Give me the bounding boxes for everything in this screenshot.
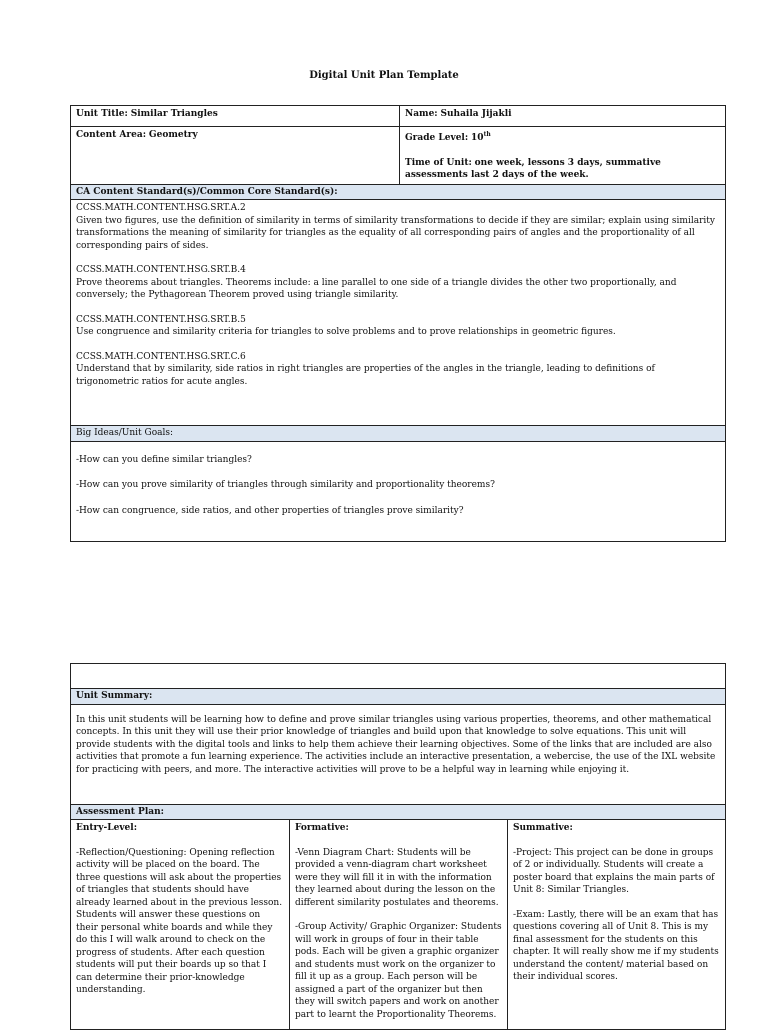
content-area-value: Geometry: [148, 130, 198, 140]
standard-item: [76, 264, 720, 302]
grade-label: Grade Level:: [405, 133, 469, 143]
goal-item: -How can you define similar triangles?: [76, 454, 252, 465]
summary-cell: [71, 704, 726, 804]
standard-item: [76, 351, 720, 389]
standard-text: Given two figures, use the definition of similarity in terms of similarity transformations to decide if they are similar; explain using similarity transformations the meaning of similarity for triangles as the equality of all corresponding pairs of angles and the proportionality of all corresponding pairs of sides.: [76, 215, 715, 251]
document-title: Digital Unit Plan Template: [309, 70, 459, 81]
standard-text: Prove theorems about triangles. Theorems include: a line parallel to one side of a triangle divides the other two proportionally, and conversely; the Pythagorean Theorem proved using triangle similarity.: [76, 277, 677, 300]
standard-text: Understand that by similarity, side ratios in right triangles are properties of the angles in the triangle, leading to definitions of trigonometric ratios for acute angles.: [76, 364, 655, 387]
blank-row: [71, 664, 726, 689]
name-value: Suhaila Jijakli: [440, 109, 512, 119]
standard-code: CCSS.MATH.CONTENT.HSG.SRT.B.5: [76, 314, 246, 325]
unit-title-label: Unit Title:: [76, 109, 128, 119]
summary-header: Unit Summary:: [71, 689, 726, 705]
standards-cell: [71, 200, 726, 426]
standard-item: [76, 202, 720, 252]
unit-title-value: Similar Triangles: [130, 109, 218, 119]
standard-code: CCSS.MATH.CONTENT.HSG.SRT.C.6: [76, 351, 246, 362]
grade-value: 10: [471, 133, 484, 143]
grade-time-cell: [400, 127, 726, 185]
summative-text: -Exam: Lastly, there will be an exam that has questions covering all of Unit 8. This is my final assessment for the students on this chapter. It will really show me if my students understand the content/ material based on their individual scores.: [513, 909, 719, 982]
formative-text: -Venn Diagram Chart: Students will be provided a venn-diagram chart worksheet were they will fill it in with the information they learned about during the lesson on the different similarity postulates and theorems.: [295, 847, 499, 908]
unit-summary-table: [70, 663, 726, 1030]
standard-text: Use congruence and similarity criteria for triangles to solve problems and to prove relationships in geometric figures.: [76, 327, 616, 337]
summative-text: -Project: This project can be done in groups of 2 or individually. Students will create a poster board that explains the main parts of Unit 8: Similar Triangles.: [513, 847, 715, 895]
standard-code: CCSS.MATH.CONTENT.HSG.SRT.B.4: [76, 265, 246, 275]
standard-code: CCSS.MATH.CONTENT.HSG.SRT.A.2: [76, 203, 246, 213]
name-cell: [400, 106, 726, 127]
name-label: Name:: [405, 109, 438, 119]
big-ideas-header: Big Ideas/Unit Goals:: [71, 426, 726, 442]
summary-text: In this unit students will be learning how to define and prove similar triangles using various properties, theorems, and other mathematical concepts. In this unit they will use their prior knowledge of triangles and build upon that knowledge to solve equations. This unit will provide students with the digital tools and links to help them achieve their learning objectives. Some of the links that are included are also activities that promote a fun learning experience. The activities include an interactive presentation, a webercise, the use of the IXL website for practicing with peers, and more. The interactive activities will prove to be a helpful way in learning while enjoying it.: [76, 714, 716, 775]
assessment-header: Assessment Plan:: [71, 804, 726, 820]
big-ideas-cell: [71, 441, 726, 541]
summative-cell: [508, 820, 726, 1030]
entry-level-text: -Reflection/Questioning: Opening reflection activity will be placed on the board. The three questions will ask about the properties of triangles that students should have already learned about in the previous lesson. Students will answer these questions on their personal white boards and while they do this I will walk around to check on the progress of students. After each question students will put their boards up so that I can determine their prior-knowledge understanding.: [76, 847, 283, 995]
standards-header: CA Content Standard(s)/Common Core Standard(s):: [71, 184, 726, 200]
summative-label: Summative:: [513, 823, 573, 833]
formative-cell: [290, 820, 508, 1030]
content-area-cell: [71, 127, 400, 185]
grade-suffix: th: [483, 131, 491, 138]
unit-title-cell: [71, 106, 400, 127]
entry-level-cell: [71, 820, 290, 1030]
standard-item: [76, 314, 720, 339]
unit-info-table: [70, 105, 726, 542]
goal-item: -How can congruence, side ratios, and other properties of triangles prove similarity?: [76, 505, 464, 516]
time-label: Time of Unit:: [405, 157, 472, 168]
entry-level-label: Entry-Level:: [76, 823, 138, 833]
goal-item: -How can you prove similarity of triangles through similarity and proportionality theorems?: [76, 480, 495, 490]
formative-label: Formative:: [295, 823, 349, 833]
content-area-label: Content Area:: [76, 130, 147, 140]
formative-text: -Group Activity/ Graphic Organizer: Students will work in groups of four in their table pods. Each will be given a graphic organizer and students must work on the organizer to fill it up as a group. Each person will be assigned a part of the organizer but then they will switch papers and work on another part to learnt the Proportionality Theorems.: [295, 922, 502, 1020]
time-value: one week, lessons 3 days, summative assessments last 2 days of the week.: [405, 157, 661, 180]
